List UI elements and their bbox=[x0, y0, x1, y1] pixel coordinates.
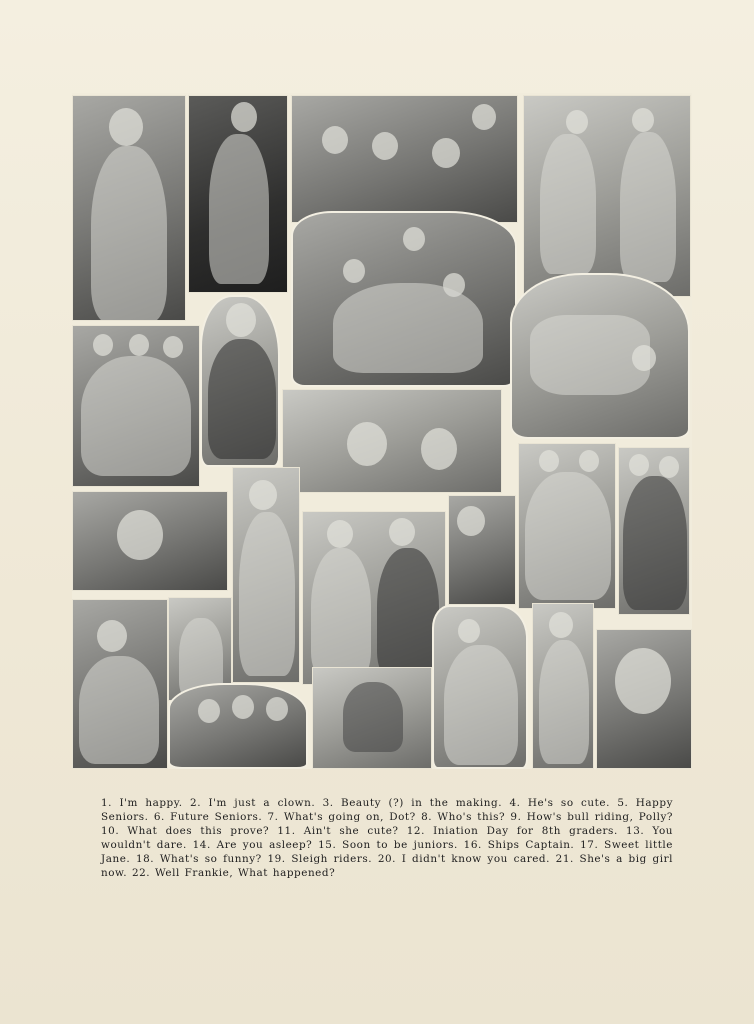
collage-photo bbox=[282, 389, 502, 493]
collage-photo bbox=[188, 95, 288, 293]
collage-photo bbox=[232, 467, 300, 683]
collage-photo bbox=[291, 211, 517, 387]
collage-photo bbox=[72, 599, 168, 769]
collage-photo bbox=[72, 95, 186, 321]
collage-photo bbox=[618, 447, 690, 615]
collage-photo bbox=[72, 325, 200, 487]
collage-photo bbox=[200, 295, 280, 467]
collage-photo bbox=[302, 511, 446, 685]
collage-photo bbox=[596, 629, 692, 769]
collage-photo bbox=[432, 605, 528, 769]
collage-photo bbox=[532, 603, 594, 769]
collage-photo bbox=[291, 95, 518, 223]
photo-collage bbox=[72, 93, 692, 769]
collage-photo bbox=[523, 95, 691, 297]
collage-photo bbox=[168, 683, 308, 769]
collage-photo bbox=[72, 491, 228, 591]
collage-photo bbox=[312, 667, 432, 769]
collage-photo bbox=[518, 443, 616, 609]
photo-captions: 1. I'm happy. 2. I'm just a clown. 3. Beauty (?) in the making. 4. He's so cute. 5. Happy Seniors. 6. Future Seniors. 7. What's going on, Dot? 8. Who's this? 9. How's bull riding, Polly? 10. What does this prove? 11. Ain't she cute? 12. Iniation Day for 8th graders. 13. You wouldn't dare. 14. Are you asleep? 15. Soon to be juniors. 16. Ships Captain. 17. Sweet little Jane. 18. What's so funny? 19. Sleigh riders. 20. I didn't know you cared. 21. She's a big girl now. 22. Well Frankie, What happened? bbox=[101, 797, 673, 879]
collage-photo bbox=[510, 273, 690, 439]
collage-photo bbox=[448, 495, 516, 605]
